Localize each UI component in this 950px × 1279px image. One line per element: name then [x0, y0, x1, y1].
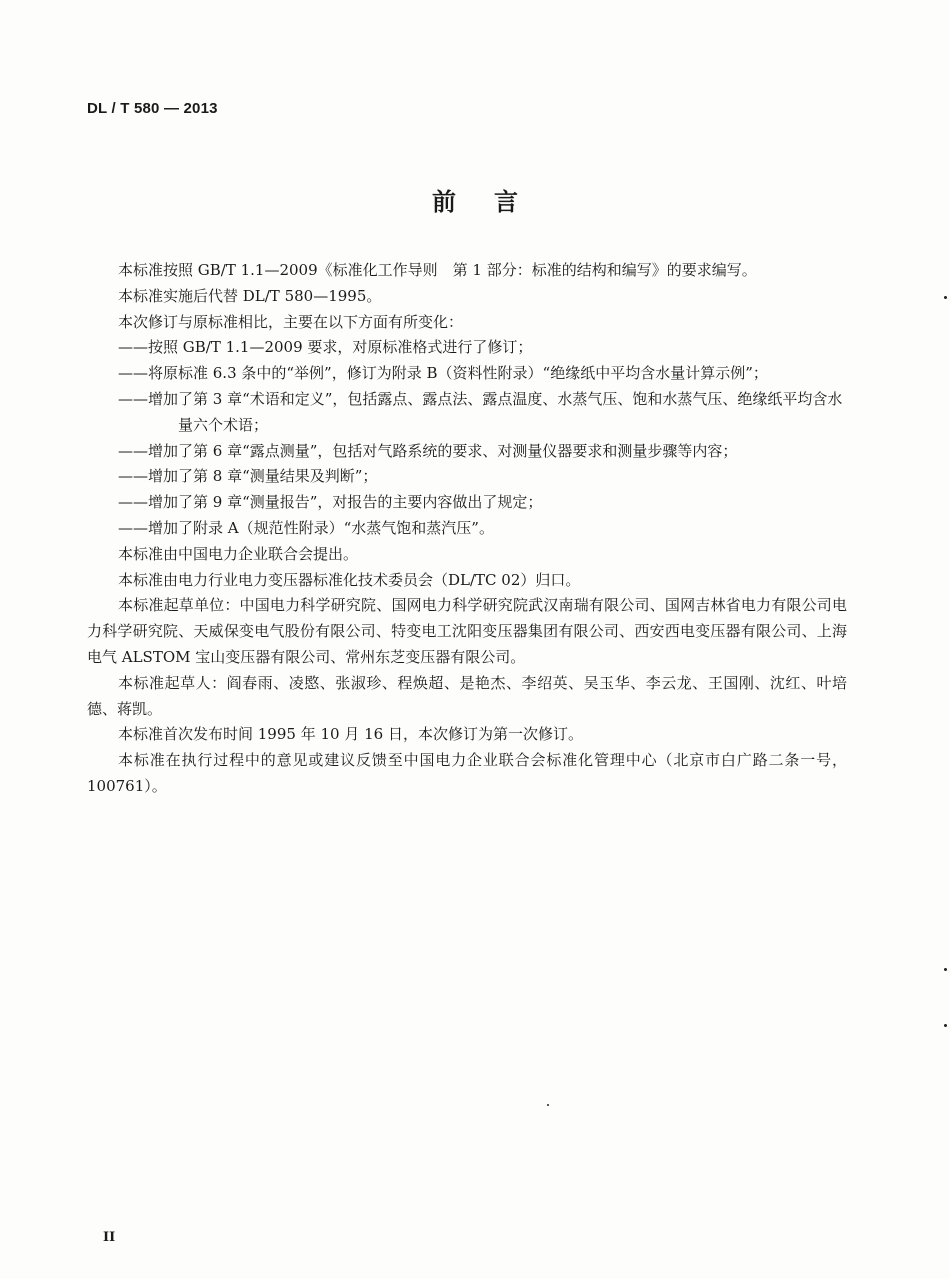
paragraph-changes-intro: 本次修订与原标准相比，主要在以下方面有所变化：: [118, 312, 464, 331]
scan-speck: [944, 968, 947, 971]
paragraph-history: 本标准首次发布时间 1995 年 10 月 16 日，本次修订为第一次修订。: [118, 725, 583, 744]
scan-speck: [944, 296, 947, 299]
change-item: ——按照 GB/T 1.1—2009 要求，对原标准格式进行了修订；: [118, 338, 533, 357]
paragraph-drafters: 本标准起草人：阎春雨、凌愍、张淑珍、程焕超、是艳杰、李绍英、吴玉华、李云龙、王国刚、沈红、叶培德、蒋凯。: [87, 673, 847, 718]
change-item: ——增加了第 3 章“术语和定义”，包括露点、露点法、露点温度、水蒸气压、饱和水蒸气压、绝缘纸平均含水量六个术语；: [118, 389, 843, 434]
page-title: 前言: [432, 188, 556, 216]
foreword-body: [87, 258, 847, 800]
page-number: II: [103, 1230, 116, 1245]
change-item: ——增加了第 6 章“露点测量”，包括对气路系统的要求、对测量仪器要求和测量步骤等内容；: [118, 441, 738, 460]
standard-code: DL / T 580 — 2013: [87, 100, 218, 117]
change-item: ——增加了第 9 章“测量报告”，对报告的主要内容做出了规定；: [118, 493, 543, 512]
paragraph-drafting-units: 本标准起草单位：中国电力科学研究院、国网电力科学研究院武汉南瑞有限公司、国网吉林省电力有限公司电力科学研究院、天威保变电气股份有限公司、特变电工沈阳变压器集团有限公司、西安西电变压器有限公司、上海电气 ALSTOM 宝山变压器有限公司、常州东芝变压器有限公司。: [87, 596, 847, 666]
paragraph-replaces: 本标准实施后代替 DL/T 580—1995。: [118, 286, 382, 305]
change-item: ——增加了附录 A（规范性附录）“水蒸气饱和蒸汽压”。: [118, 518, 494, 537]
paragraph-proposer: 本标准由中国电力企业联合会提出。: [118, 544, 359, 563]
change-item: ——将原标准 6.3 条中的“举例”，修订为附录 B（资料性附录）“绝缘纸中平均含水量计算示例”；: [118, 364, 768, 383]
scan-speck: [547, 1104, 549, 1106]
change-item: ——增加了第 8 章“测量结果及判断”；: [118, 467, 378, 486]
paragraph-feedback: 本标准在执行过程中的意见或建议反馈至中国电力企业联合会标准化管理中心（北京市白广路二条一号，100761）。: [87, 751, 847, 795]
paragraph-committee: 本标准由电力行业电力变压器标准化技术委员会（DL/TC 02）归口。: [118, 570, 581, 589]
paragraph-basis: 本标准按照 GB/T 1.1—2009《标准化工作导则 第 1 部分：标准的结构和编写》的要求编写。: [118, 261, 757, 279]
scan-speck: [944, 1024, 947, 1027]
